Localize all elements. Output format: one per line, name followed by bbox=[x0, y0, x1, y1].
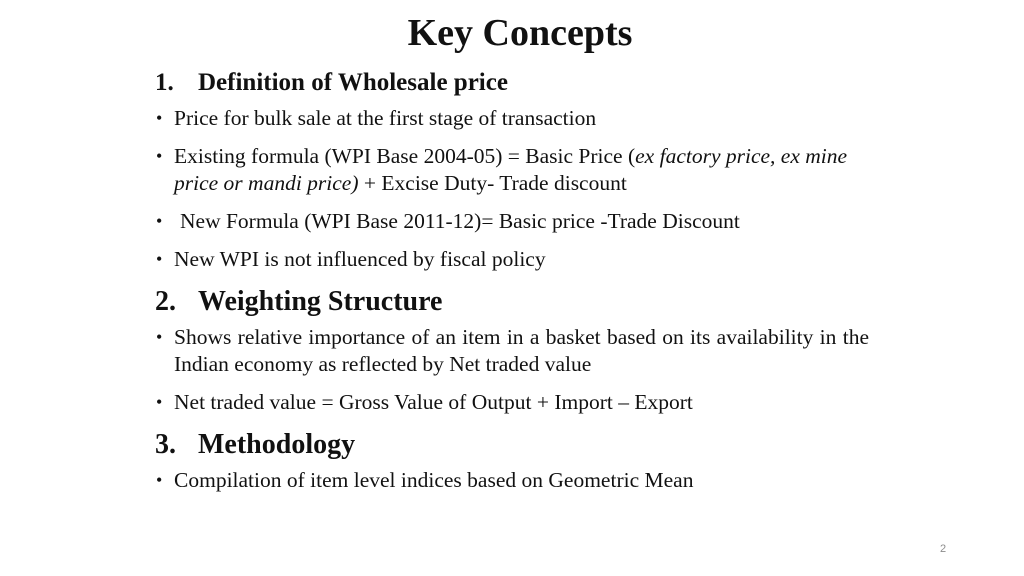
bullet-text: Shows relative importance of an item in a basket based on its availability in the Indian economy as reflected by Net traded value bbox=[174, 325, 869, 376]
bullet-text: New WPI is not influenced by fiscal policy bbox=[174, 247, 546, 271]
bullet-dot-icon: • bbox=[156, 470, 163, 490]
bullet-text: New Formula (WPI Base 2011-12)= Basic price -Trade Discount bbox=[180, 209, 740, 233]
bullet-dot-icon: • bbox=[156, 327, 163, 347]
section-heading-definition bbox=[155, 66, 869, 100]
section-heading-weighting bbox=[155, 284, 869, 320]
slide-title: Key Concepts bbox=[407, 12, 633, 54]
bullet-dot-icon: • bbox=[156, 249, 163, 269]
section-number: 1. bbox=[155, 69, 174, 96]
bullet-item bbox=[155, 143, 869, 197]
section-heading-methodology bbox=[155, 427, 869, 463]
bullet-text-suffix: + Excise Duty- Trade discount bbox=[358, 171, 627, 195]
bullet-item bbox=[155, 467, 869, 494]
bullet-item bbox=[155, 105, 869, 132]
section-number: 3. bbox=[155, 429, 176, 460]
section-heading-text: Weighting Structure bbox=[198, 286, 443, 317]
section-heading-text: Methodology bbox=[198, 429, 356, 460]
bullet-item bbox=[155, 208, 869, 235]
bullet-text-prefix: Existing formula (WPI Base 2004-05) = Basic Price ( bbox=[174, 144, 636, 168]
bullet-text-italic: ex factory price, ex mine price or mandi price) bbox=[174, 144, 848, 195]
page-number: 2 bbox=[940, 543, 947, 555]
slide-content bbox=[155, 66, 869, 505]
bullet-text: Price for bulk sale at the first stage of transaction bbox=[174, 106, 597, 130]
bullet-dot-icon: • bbox=[156, 392, 163, 412]
bullet-item bbox=[155, 246, 869, 273]
bullet-item bbox=[155, 389, 869, 416]
bullet-item bbox=[155, 324, 869, 378]
bullet-dot-icon: • bbox=[156, 108, 163, 128]
bullet-dot-icon: • bbox=[156, 211, 163, 231]
bullet-dot-icon: • bbox=[156, 146, 163, 166]
bullet-text: Net traded value = Gross Value of Output + Import – Export bbox=[174, 390, 693, 414]
section-heading-text: Definition of Wholesale price bbox=[198, 69, 508, 96]
section-number: 2. bbox=[155, 286, 176, 317]
bullet-text: Compilation of item level indices based on Geometric Mean bbox=[174, 468, 694, 492]
